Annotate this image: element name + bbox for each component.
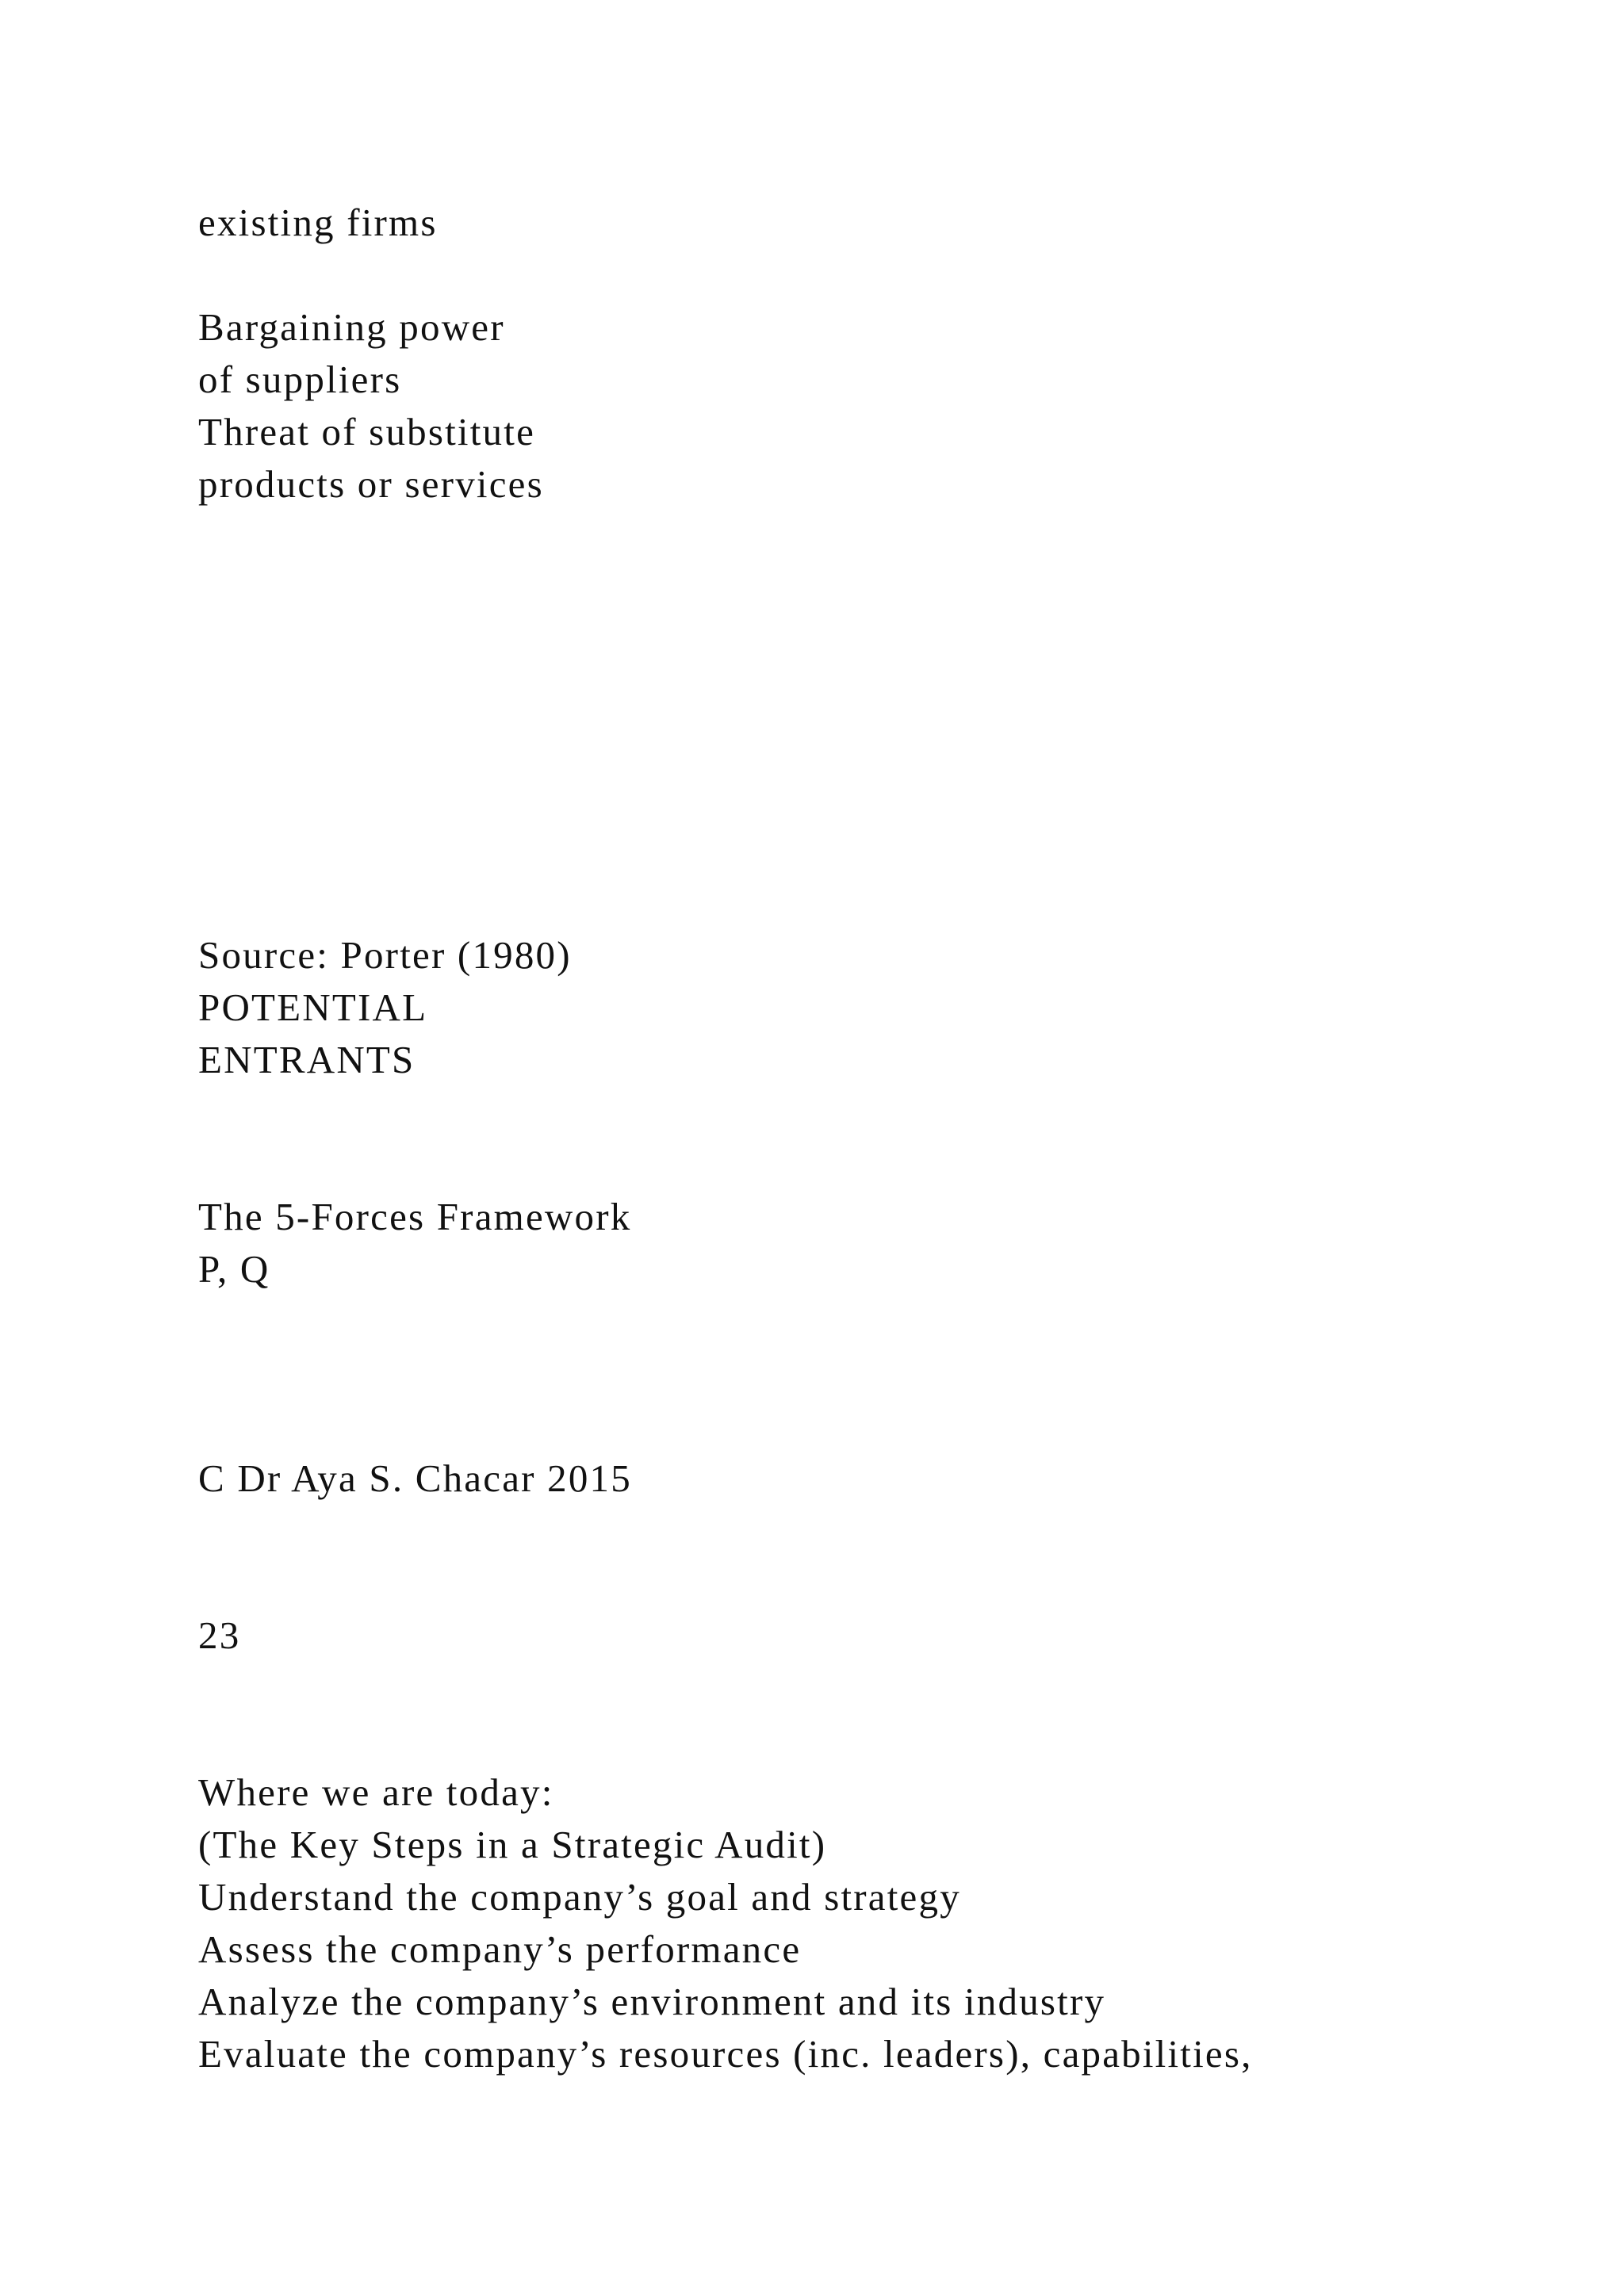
step-analyze-environment: Analyze the company’s environment and its industry bbox=[198, 1980, 1106, 2023]
step-assess-performance: Assess the company’s performance bbox=[198, 1927, 802, 1971]
step-evaluate-resources: Evaluate the company’s resources (inc. leaders), capabilities, bbox=[198, 2032, 1253, 2076]
text-line-products-or-services: products or services bbox=[198, 462, 544, 506]
page-number: 23 bbox=[198, 1613, 241, 1657]
text-line-p-q: P, Q bbox=[198, 1247, 270, 1291]
text-line-bargaining-power: Bargaining power bbox=[198, 305, 505, 349]
copyright-line: C Dr Aya S. Chacar 2015 bbox=[198, 1456, 632, 1500]
section-subheading: (The Key Steps in a Strategic Audit) bbox=[198, 1823, 827, 1866]
text-line-potential: POTENTIAL bbox=[198, 985, 428, 1029]
text-line-entrants: ENTRANTS bbox=[198, 1038, 416, 1081]
text-line-existing-firms: existing firms bbox=[198, 201, 438, 244]
framework-title: The 5-Forces Framework bbox=[198, 1195, 632, 1238]
text-line-of-suppliers: of suppliers bbox=[198, 358, 402, 401]
step-understand-goal: Understand the company’s goal and strategy bbox=[198, 1875, 961, 1919]
text-line-threat-of-substitute: Threat of substitute bbox=[198, 410, 536, 453]
section-heading: Where we are today: bbox=[198, 1770, 554, 1814]
source-citation: Source: Porter (1980) bbox=[198, 933, 572, 977]
